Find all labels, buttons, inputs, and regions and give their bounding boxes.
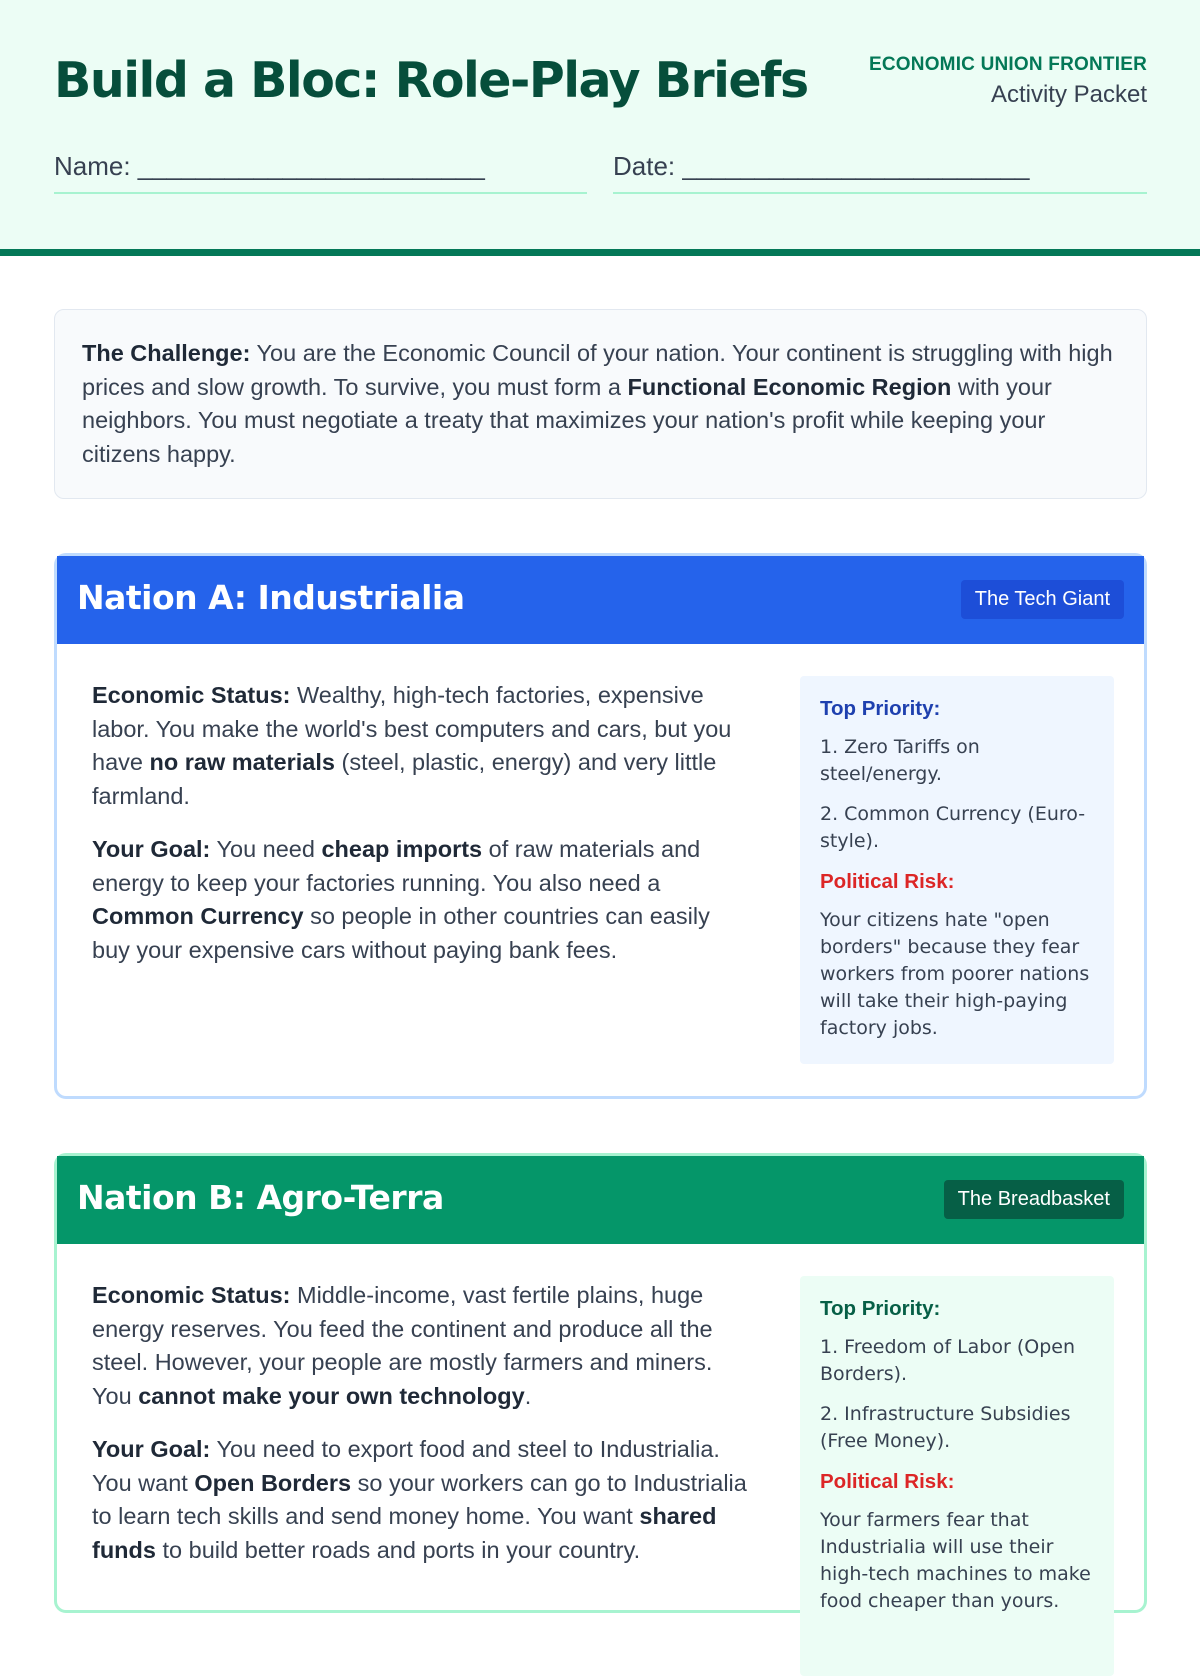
challenge-box — [54, 309, 1147, 499]
priority-item: 1. Zero Tariffs on steel/energy. — [820, 736, 980, 785]
nation-a-title: Nation A: Industrialia — [77, 578, 465, 617]
goal-text: to build better roads and ports in your country. — [155, 1536, 641, 1563]
risk-text: Your citizens hate "open borders" because they fear workers from poorer nations will take their high-paying factory jobs. — [820, 909, 1090, 1039]
nation-b-title: Nation B: Agro-Terra — [77, 1178, 444, 1217]
page-title: Build a Bloc: Role-Play Briefs — [54, 52, 808, 109]
date-field[interactable]: Date: ________________________ — [613, 148, 1147, 194]
goal-text: You need — [210, 836, 322, 862]
goal-bold: Common Currency — [92, 903, 304, 929]
nation-b-header — [57, 1156, 1144, 1244]
priority-item: 1. Freedom of Labor (Open Borders). — [820, 1336, 1075, 1385]
nation-a-sidebar — [800, 676, 1114, 1064]
goal-bold: shared funds — [92, 1503, 717, 1563]
risk-label: Political Risk: — [820, 1470, 955, 1493]
challenge-label: The Challenge: — [82, 340, 251, 366]
goal-bold: Open Borders — [194, 1469, 352, 1496]
nation-card-b — [54, 1153, 1147, 1613]
status-label: Economic Status: — [92, 1282, 291, 1308]
goal-text: You need to export food and steel to Industrialia. You want — [92, 1436, 720, 1496]
nation-b-sidebar — [800, 1276, 1114, 1676]
status-text: (steel, plastic, energy) and very little farmland. — [92, 749, 717, 809]
page-header — [0, 0, 1200, 256]
goal-label: Your Goal: — [92, 1436, 211, 1462]
status-label: Economic Status: — [92, 682, 291, 708]
nation-b-status — [92, 1279, 752, 1413]
priority-label: Top Priority: — [820, 697, 941, 720]
goal-text: so people in other countries can easily buy your expensive cars without paying bank fees. — [92, 903, 710, 963]
status-text: . — [524, 1382, 532, 1409]
nation-a-brief — [92, 679, 752, 987]
priority-item: 2. Infrastructure Subsidies (Free Money). — [820, 1403, 1071, 1452]
brand-block — [869, 54, 1147, 109]
nation-b-brief — [92, 1279, 752, 1587]
goal-label: Your Goal: — [92, 836, 211, 862]
status-bold: cannot make your own technology — [138, 1382, 525, 1409]
priority-item: 2. Common Currency (Euro-style). — [820, 803, 1086, 852]
status-text: Middle-income, vast fertile plains, huge energy reserves. You feed the continent and produce all the steel. However, your people are mostly farmers and miners. You — [92, 1282, 713, 1409]
nation-b-goal — [92, 1433, 752, 1567]
status-bold: no raw materials — [149, 749, 335, 775]
challenge-text-1: You are the Economic Council of your nation. Your continent is struggling with high prices and slow growth. To survive, you must form a — [82, 340, 1113, 400]
challenge-text-2: with your neighbors. You must negotiate a treaty that maximizes your nation's profit while keeping your citizens happy. — [82, 373, 1052, 467]
priority-label: Top Priority: — [820, 1297, 941, 1320]
packet-subtitle: Activity Packet — [990, 81, 1147, 108]
nation-a-goal — [92, 833, 752, 967]
nation-b-badge: The Breadbasket — [944, 1180, 1124, 1219]
nation-a-status — [92, 679, 752, 813]
goal-text: so your workers can go to Industrialia to learn tech skills and send money home. You want — [92, 1469, 747, 1529]
nation-card-a — [54, 553, 1147, 1099]
status-text: Wealthy, high-tech factories, expensive labor. You make the world's best computers and cars, but you have — [92, 682, 732, 775]
risk-text: Your farmers fear that Industrialia will use their high-tech machines to make food cheaper than yours. — [820, 1509, 1091, 1612]
challenge-bold: Functional Economic Region — [627, 373, 952, 400]
nation-a-header — [57, 556, 1144, 644]
brand-name: ECONOMIC UNION FRONTIER — [869, 54, 1147, 75]
risk-label: Political Risk: — [820, 870, 955, 893]
nation-a-badge: The Tech Giant — [961, 580, 1124, 619]
goal-text: of raw materials and energy to keep your factories running. You also need a — [92, 836, 701, 896]
goal-bold: cheap imports — [321, 836, 483, 862]
name-field[interactable]: Name: ________________________ — [54, 148, 587, 194]
